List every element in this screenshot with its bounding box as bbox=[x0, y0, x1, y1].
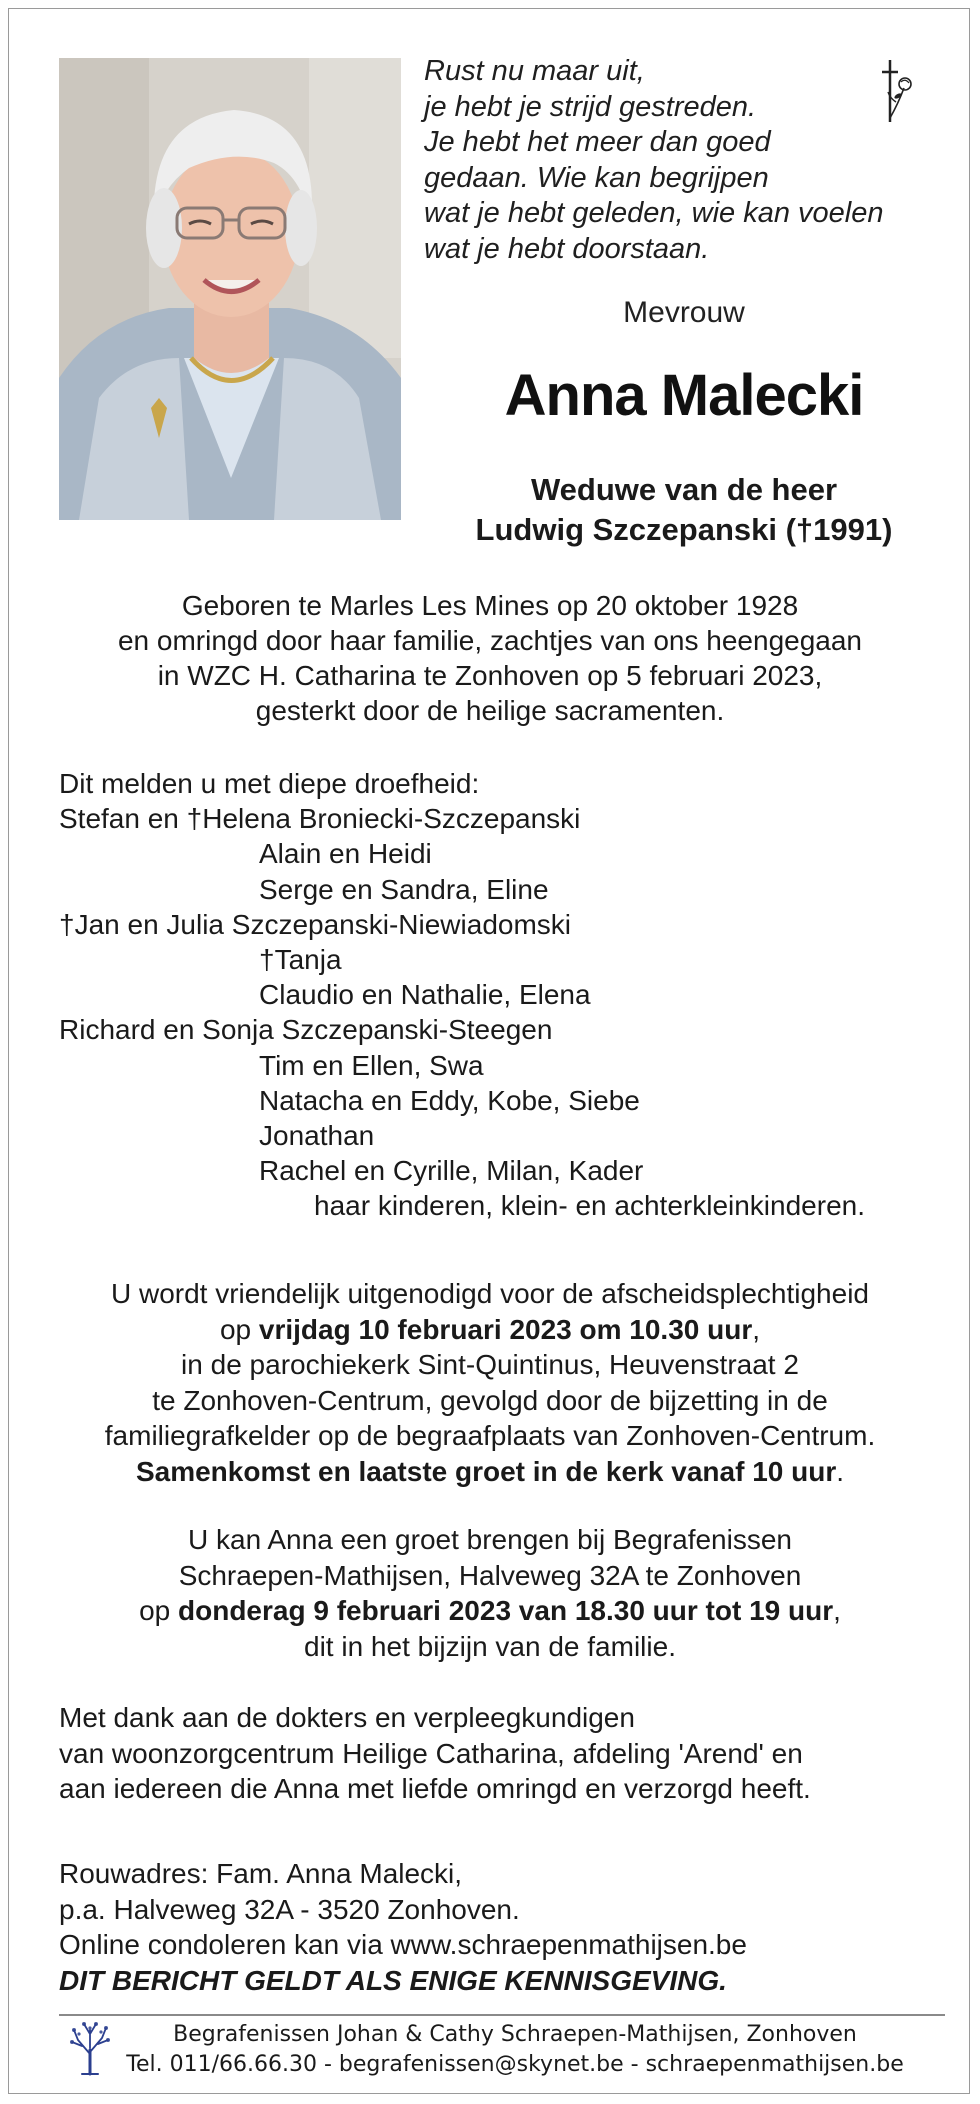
family-line-child: Richard en Sonja Szczepanski-Steegen bbox=[59, 1014, 553, 1046]
family-line-child: †Jan en Julia Szczepanski-Niewiadomski bbox=[59, 908, 572, 940]
family-line-descendant: Claudio en Nathalie, Elena bbox=[259, 979, 591, 1011]
poem-line: wat je hebt geleden, wie kan voelen bbox=[424, 197, 884, 229]
birth-line: en omringd door haar familie, zachtjes van ons heengegaan bbox=[117, 625, 863, 656]
poem-line: Rust nu maar uit, bbox=[424, 55, 645, 87]
footer-contact[interactable]: Tel. 011/66.66.30 - begrafenissen@skynet.be - schraepenmathijsen.be bbox=[126, 2052, 904, 2077]
family-line-descendant: Jonathan bbox=[259, 1120, 375, 1152]
invite-line: in de parochiekerk Sint-Quintinus, Heuvenstraat 2 bbox=[181, 1349, 799, 1380]
invite-line: familiegrafkelder op de begraafplaats van Zonhoven-Centrum. bbox=[104, 1420, 876, 1451]
visit-line: U kan Anna een groet brengen bij Begrafenissen bbox=[188, 1524, 792, 1555]
notice: DIT BERICHT GELDT ALS ENIGE KENNISGEVING. bbox=[59, 1964, 727, 1996]
family-closing: haar kinderen, klein- en achterkleinkinderen. bbox=[314, 1190, 865, 1222]
invite-suffix: . bbox=[836, 1455, 845, 1487]
family-line-descendant: Tim en Ellen, Swa bbox=[259, 1049, 484, 1081]
family-line-descendant: †Tanja bbox=[259, 944, 342, 976]
ceremony-invitation bbox=[40, 1276, 940, 1489]
visit-line: Schraepen-Mathijsen, Halveweg 32A te Zonhoven bbox=[178, 1559, 802, 1591]
family-line-descendant: Natacha en Eddy, Kobe, Siebe bbox=[259, 1084, 640, 1116]
thanks-line: van woonzorgcentrum Heilige Catharina, afdeling 'Arend' en bbox=[59, 1737, 803, 1769]
funeral-home-footer bbox=[120, 2020, 910, 2080]
cross-with-rose-icon bbox=[876, 58, 920, 124]
widow-line: Ludwig Szczepanski (†1991) bbox=[475, 512, 893, 547]
footer-divider bbox=[59, 2014, 945, 2016]
tree-logo-icon bbox=[64, 2020, 116, 2076]
visitation-date: donderag 9 februari 2023 van 18.30 uur tot 19 uur bbox=[178, 1595, 834, 1626]
mourning-address bbox=[59, 1856, 939, 1998]
footer-line: Begrafenissen Johan & Cathy Schraepen-Mathijsen, Zonhoven bbox=[173, 2022, 857, 2047]
family-line-descendant: Serge en Sandra, Eline bbox=[259, 873, 549, 905]
visit-line bbox=[40, 1593, 940, 1629]
invite-suffix: , bbox=[752, 1313, 761, 1345]
poem bbox=[424, 54, 944, 267]
widow-line: Weduwe van de heer bbox=[530, 472, 838, 507]
visit-suffix: , bbox=[833, 1595, 841, 1626]
invite-line: te Zonhoven-Centrum, gevolgd door de bijzetting in de bbox=[152, 1384, 828, 1416]
visit-line: dit in het bijzijn van de familie. bbox=[304, 1630, 676, 1662]
ceremony-date: vrijdag 10 februari 2023 om 10.30 uur bbox=[258, 1313, 753, 1345]
family-line-descendant: Rachel en Cyrille, Milan, Kader bbox=[259, 1155, 644, 1187]
family-lines bbox=[59, 801, 939, 1188]
thanks-line: Met dank aan de dokters en verpleegkundigen bbox=[59, 1702, 635, 1733]
visitation-info bbox=[40, 1522, 940, 1664]
family-line-child: Stefan en †Helena Broniecki-Szczepanski bbox=[59, 803, 581, 835]
gathering-note: Samenkomst en laatste groet in de kerk vanaf 10 uur bbox=[135, 1455, 837, 1487]
birth-line: in WZC H. Catharina te Zonhoven op 5 februari 2023, bbox=[157, 660, 823, 691]
deceased-name: Anna Malecki bbox=[504, 363, 864, 428]
birth-death-statement bbox=[40, 588, 940, 728]
birth-line: gesterkt door de heilige sacramenten. bbox=[255, 695, 725, 726]
portrait-photo bbox=[59, 58, 401, 520]
invite-line bbox=[40, 1454, 940, 1490]
widow-statement bbox=[414, 470, 954, 550]
family-list bbox=[59, 766, 939, 1224]
thanks-paragraph bbox=[59, 1700, 939, 1807]
address-line: p.a. Halveweg 32A - 3520 Zonhoven. bbox=[59, 1893, 520, 1925]
salutation: Mevrouw bbox=[623, 296, 745, 329]
birth-line: Geboren te Marles Les Mines op 20 oktober 1928 bbox=[181, 590, 799, 621]
poem-line: Je hebt het meer dan goed bbox=[424, 126, 771, 158]
family-line-descendant: Alain en Heidi bbox=[259, 838, 432, 870]
invite-line: U wordt vriendelijk uitgenodigd voor de afscheidsplechtigheid bbox=[110, 1278, 869, 1309]
invite-line bbox=[40, 1312, 940, 1348]
visit-prefix: op bbox=[139, 1595, 179, 1626]
condolence-link[interactable]: Online condoleren kan via www.schraepenmathijsen.be bbox=[59, 1929, 747, 1960]
address-line: Rouwadres: Fam. Anna Malecki, bbox=[59, 1858, 463, 1889]
thanks-line: aan iedereen die Anna met liefde omringd en verzorgd heeft. bbox=[59, 1773, 811, 1804]
poem-line: gedaan. Wie kan begrijpen bbox=[424, 161, 769, 194]
family-intro: Dit melden u met diepe droefheid: bbox=[59, 768, 480, 799]
invite-prefix: op bbox=[219, 1313, 259, 1345]
poem-line: je hebt je strijd gestreden. bbox=[424, 90, 757, 123]
poem-line: wat je hebt doorstaan. bbox=[424, 232, 710, 265]
